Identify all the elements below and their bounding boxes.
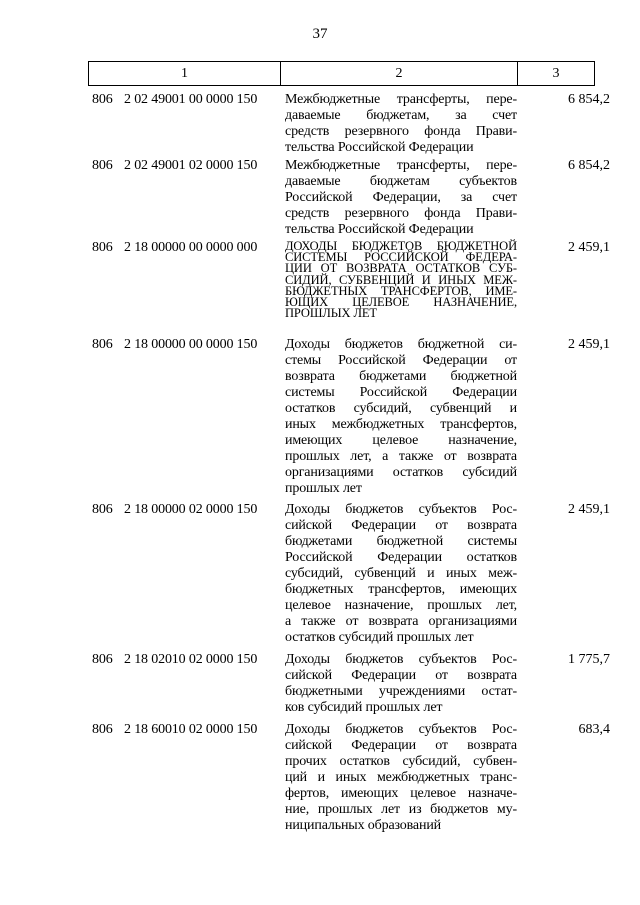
description-line: Межбюджетные трансферты, пере-	[285, 92, 517, 107]
description-line: ЮЩИХ ЦЕЛЕВОЕ НАЗНАЧЕНИЕ,	[285, 295, 517, 310]
income-description	[285, 337, 517, 497]
column-header-1: 1	[89, 62, 281, 85]
description-line: возврата бюджетами бюджетной	[285, 369, 517, 384]
budget-classification-code	[92, 92, 280, 108]
description-line: Российской Федерации остатков	[285, 550, 517, 565]
description-line: сийской Федерации от возврата	[285, 518, 517, 533]
budget-classification-code	[92, 502, 280, 518]
description-line: ков субсидий прошлых лет	[285, 700, 443, 715]
income-code: 2 02 49001 02 0000 150	[124, 158, 258, 173]
description-line: организациями остатков субсидий	[285, 465, 517, 480]
income-code: 2 18 00000 00 0000 000	[124, 240, 258, 255]
description-line: сийской Федерации от возврата	[285, 668, 517, 683]
income-description	[285, 158, 517, 238]
description-line: даваемые бюджетам субъектов	[285, 174, 517, 189]
amount-value: 6 854,2	[568, 92, 610, 107]
description-line: ПРОШЛЫХ ЛЕТ	[285, 306, 377, 321]
description-line: остатков субсидий, субвенций и	[285, 401, 517, 416]
description-line: тельства Российской Федерации	[285, 222, 474, 237]
description-line: Доходы бюджетов субъектов Рос-	[285, 502, 517, 517]
description-line: системы Российской Федерации	[285, 385, 517, 400]
description-line: БЮДЖЕТНЫХ ТРАНСФЕРТОВ, ИМЕ-	[285, 283, 517, 298]
description-line: прошлых лет	[285, 481, 362, 496]
income-code: 2 18 60010 02 0000 150	[124, 722, 258, 737]
administrator-code: 806	[92, 722, 113, 737]
description-line: ние, прошлых лет из бюджетов му-	[285, 802, 517, 817]
description-line: ДОХОДЫ БЮДЖЕТОВ БЮДЖЕТНОЙ	[285, 239, 517, 253]
budget-classification-code	[92, 337, 280, 353]
description-line: Доходы бюджетов субъектов Рос-	[285, 652, 517, 667]
income-description	[285, 92, 517, 156]
description-line: бюджетных трансфертов, имеющих	[285, 582, 517, 597]
income-code: 2 18 00000 00 0000 150	[124, 337, 258, 352]
amount-value: 6 854,2	[568, 158, 610, 173]
column-header-3: 3	[552, 66, 560, 81]
page-number: 37	[312, 26, 328, 42]
income-code: 2 18 02010 02 0000 150	[124, 652, 258, 667]
budget-classification-code	[92, 722, 280, 738]
description-line: фертов, имеющих целевое назначе-	[285, 786, 517, 801]
description-line: тельства Российской Федерации	[285, 140, 474, 155]
income-code: 2 02 49001 00 0000 150	[124, 92, 258, 107]
description-line: СИДИЙ, СУБВЕНЦИЙ И ИНЫХ МЕЖ-	[285, 272, 517, 287]
amount-value: 2 459,1	[568, 240, 610, 255]
description-line: Доходы бюджетов субъектов Рос-	[285, 722, 517, 737]
column-header-2: 2	[281, 62, 518, 85]
description-line: ций и иных межбюджетных транс-	[285, 770, 517, 785]
description-line: субсидий, субвенций и иных меж-	[285, 566, 517, 581]
description-line: прочих остатков субсидий, субвен-	[285, 754, 517, 769]
description-line: СИСТЕМЫ РОССИЙСКОЙ ФЕДЕРА-	[285, 250, 517, 265]
description-line: бюджетами бюджетной системы	[285, 534, 517, 549]
description-line: иных межбюджетных трансфертов,	[285, 417, 517, 432]
description-line: средств резервного фонда Прави-	[285, 206, 517, 221]
administrator-code: 806	[92, 92, 113, 107]
description-line: средств резервного фонда Прави-	[285, 124, 517, 139]
budget-classification-code	[92, 652, 280, 668]
amount-value: 2 459,1	[568, 502, 610, 517]
administrator-code: 806	[92, 240, 113, 255]
administrator-code: 806	[92, 652, 113, 667]
description-line: целевое назначение, прошлых лет,	[285, 598, 517, 613]
description-line: даваемые бюджетам, за счет	[285, 108, 517, 123]
description-line: сийской Федерации от возврата	[285, 738, 517, 753]
administrator-code: 806	[92, 337, 113, 352]
table-column-header	[88, 61, 595, 86]
income-description	[285, 241, 517, 319]
administrator-code: 806	[92, 502, 113, 517]
description-line: имеющих целевое назначение,	[285, 433, 517, 448]
income-description	[285, 722, 517, 834]
budget-classification-code	[92, 240, 280, 256]
description-line: бюджетными учреждениями остат-	[285, 684, 517, 699]
amount-value: 1 775,7	[568, 652, 610, 667]
description-line: прошлых лет, а также от возврата	[285, 449, 517, 464]
description-line: ниципальных образований	[285, 818, 442, 833]
amount-value: 683,4	[578, 722, 610, 737]
description-line: Российской Федерации, за счет	[285, 190, 517, 205]
income-description	[285, 502, 517, 646]
administrator-code: 806	[92, 158, 113, 173]
income-description	[285, 652, 517, 716]
description-line: ЦИИ ОТ ВОЗВРАТА ОСТАТКОВ СУБ-	[285, 261, 517, 276]
amount-value: 2 459,1	[568, 337, 610, 352]
description-line: Доходы бюджетов бюджетной си-	[285, 337, 517, 352]
budget-classification-code	[92, 158, 280, 174]
description-line: а также от возврата организациями	[285, 614, 517, 629]
description-line: стемы Российской Федерации от	[285, 353, 517, 368]
description-line: Межбюджетные трансферты, пере-	[285, 158, 517, 173]
description-line: остатков субсидий прошлых лет	[285, 630, 474, 645]
income-code: 2 18 00000 02 0000 150	[124, 502, 258, 517]
